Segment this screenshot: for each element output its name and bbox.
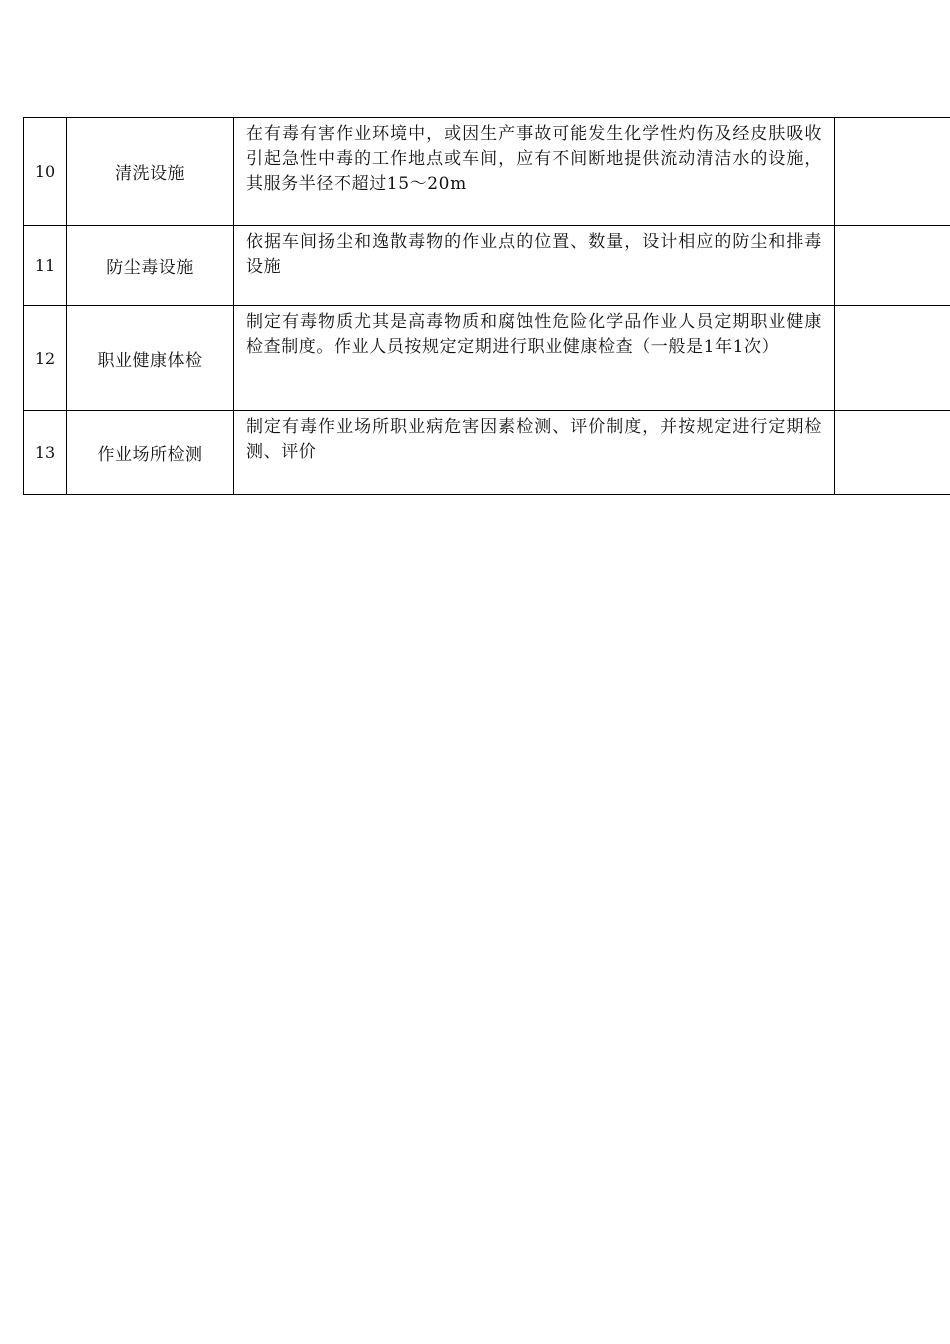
remarks-cell — [835, 226, 950, 306]
row-number: 11 — [24, 226, 67, 306]
item-name: 清洗设施 — [67, 118, 234, 226]
item-name: 作业场所检测 — [67, 411, 234, 495]
item-description: 依据车间扬尘和逸散毒物的作业点的位置、数量，设计相应的防尘和排毒设施 — [234, 226, 835, 306]
remarks-cell — [835, 411, 950, 495]
item-description: 制定有毒物质尤其是高毒物质和腐蚀性危险化学品作业人员定期职业健康检查制度。作业人员按规定定期进行职业健康检查（一般是1年1次） — [234, 306, 835, 411]
safety-measures-table — [23, 117, 950, 495]
row-number: 12 — [24, 306, 67, 411]
row-number: 10 — [24, 118, 67, 226]
row-number: 13 — [24, 411, 67, 495]
item-name: 职业健康体检 — [67, 306, 234, 411]
table-row — [24, 306, 950, 411]
item-description: 制定有毒作业场所职业病危害因素检测、评价制度，并按规定进行定期检测、评价 — [234, 411, 835, 495]
remarks-cell — [835, 306, 950, 411]
table-row — [24, 118, 950, 226]
table-row — [24, 411, 950, 495]
table-row — [24, 226, 950, 306]
remarks-cell — [835, 118, 950, 226]
item-name: 防尘毒设施 — [67, 226, 234, 306]
item-description: 在有毒有害作业环境中，或因生产事故可能发生化学性灼伤及经皮肤吸收引起急性中毒的工作地点或车间，应有不间断地提供流动清洁水的设施，其服务半径不超过15～20m — [234, 118, 835, 226]
